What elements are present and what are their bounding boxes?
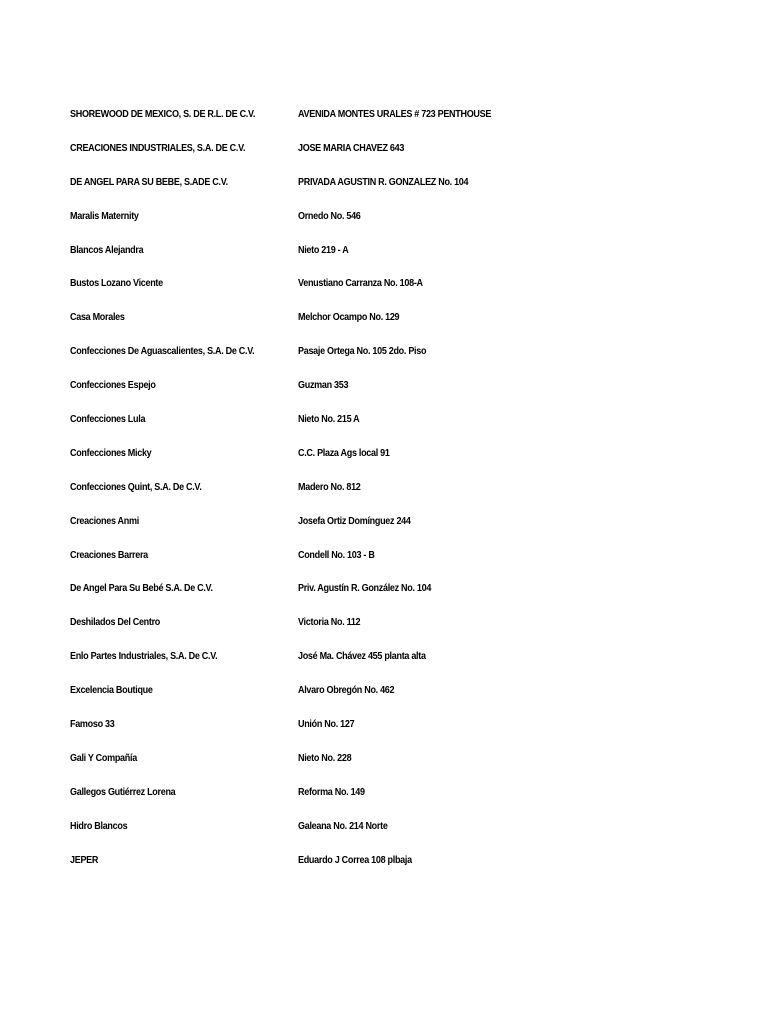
directory-row <box>70 107 690 141</box>
company-name: Blancos Alejandra <box>70 243 144 256</box>
directory-row <box>70 581 690 615</box>
company-name: JEPER <box>70 853 99 866</box>
company-name: Deshilados Del Centro <box>70 616 161 629</box>
directory-row <box>70 276 690 310</box>
company-name: Confecciones Micky <box>70 446 152 459</box>
directory-row <box>70 412 690 446</box>
directory-row <box>70 683 690 717</box>
company-address: JOSE MARIA CHAVEZ 643 <box>298 141 405 154</box>
directory-list <box>70 107 690 886</box>
company-name: Creaciones Barrera <box>70 548 148 561</box>
directory-row <box>70 378 690 412</box>
company-name: Gali Y Compañía <box>70 751 137 764</box>
company-name: Confecciones De Aguascalientes, S.A. De C.V. <box>70 345 255 358</box>
company-address: Madero No. 812 <box>298 480 361 493</box>
directory-row <box>70 446 690 480</box>
company-name: Enlo Partes Industriales, S.A. De C.V. <box>70 650 218 663</box>
directory-row <box>70 209 690 243</box>
company-name: Excelencia Boutique <box>70 684 153 697</box>
directory-row <box>70 548 690 582</box>
company-name: Bustos Lozano Vicente <box>70 277 163 290</box>
company-address: Priv. Agustín R. González No. 104 <box>298 582 432 595</box>
company-name: SHOREWOOD DE MEXICO, S. DE R.L. DE C.V. <box>70 108 256 120</box>
company-address: Reforma No. 149 <box>298 785 365 798</box>
company-name: Famoso 33 <box>70 718 115 731</box>
company-address: José Ma. Chávez 455 planta alta <box>298 650 426 663</box>
company-name: Gallegos Gutiérrez Lorena <box>70 785 176 798</box>
company-address: Nieto No. 215 A <box>298 413 360 426</box>
company-name: Casa Morales <box>70 311 125 324</box>
company-name: Maralis Maternity <box>70 209 139 222</box>
directory-row <box>70 649 690 683</box>
company-name: DE ANGEL PARA SU BEBE, S.ADE C.V. <box>70 175 228 188</box>
company-address: Guzman 353 <box>298 379 349 392</box>
company-name: Confecciones Lula <box>70 413 146 426</box>
directory-row <box>70 853 690 887</box>
company-address: Ornedo No. 546 <box>298 209 361 222</box>
directory-row <box>70 141 690 175</box>
company-address: Condell No. 103 - B <box>298 548 375 561</box>
directory-row <box>70 819 690 853</box>
company-address: Galeana No. 214 Norte <box>298 819 388 832</box>
company-name: Creaciones Anmi <box>70 514 139 527</box>
company-address: Josefa Ortiz Domínguez 244 <box>298 514 411 527</box>
directory-row <box>70 344 690 378</box>
company-address: Pasaje Ortega No. 105 2do. Piso <box>298 345 427 358</box>
company-name: Hidro Blancos <box>70 819 128 832</box>
company-address: AVENIDA MONTES URALES # 723 PENTHOUSE <box>298 108 492 120</box>
company-address: Nieto 219 - A <box>298 243 349 256</box>
company-address: Unión No. 127 <box>298 718 355 731</box>
directory-row <box>70 310 690 344</box>
directory-row <box>70 175 690 209</box>
company-address: Melchor Ocampo No. 129 <box>298 311 400 324</box>
company-address: Nieto No. 228 <box>298 751 352 764</box>
directory-row <box>70 717 690 751</box>
company-address: PRIVADA AGUSTIN R. GONZALEZ No. 104 <box>298 175 469 188</box>
company-address: Victoria No. 112 <box>298 616 361 629</box>
directory-row <box>70 615 690 649</box>
company-address: Alvaro Obregón No. 462 <box>298 684 395 697</box>
company-address: Eduardo J Correa 108 plbaja <box>298 853 412 866</box>
company-name: De Angel Para Su Bebé S.A. De C.V. <box>70 582 213 595</box>
company-name: Confecciones Espejo <box>70 379 156 392</box>
company-name: Confecciones Quint, S.A. De C.V. <box>70 480 202 493</box>
directory-row <box>70 243 690 277</box>
directory-row <box>70 751 690 785</box>
directory-row <box>70 785 690 819</box>
directory-row <box>70 514 690 548</box>
company-name: CREACIONES INDUSTRIALES, S.A. DE C.V. <box>70 141 246 154</box>
company-address: C.C. Plaza Ags local 91 <box>298 446 390 459</box>
company-address: Venustiano Carranza No. 108-A <box>298 277 423 290</box>
directory-row <box>70 480 690 514</box>
